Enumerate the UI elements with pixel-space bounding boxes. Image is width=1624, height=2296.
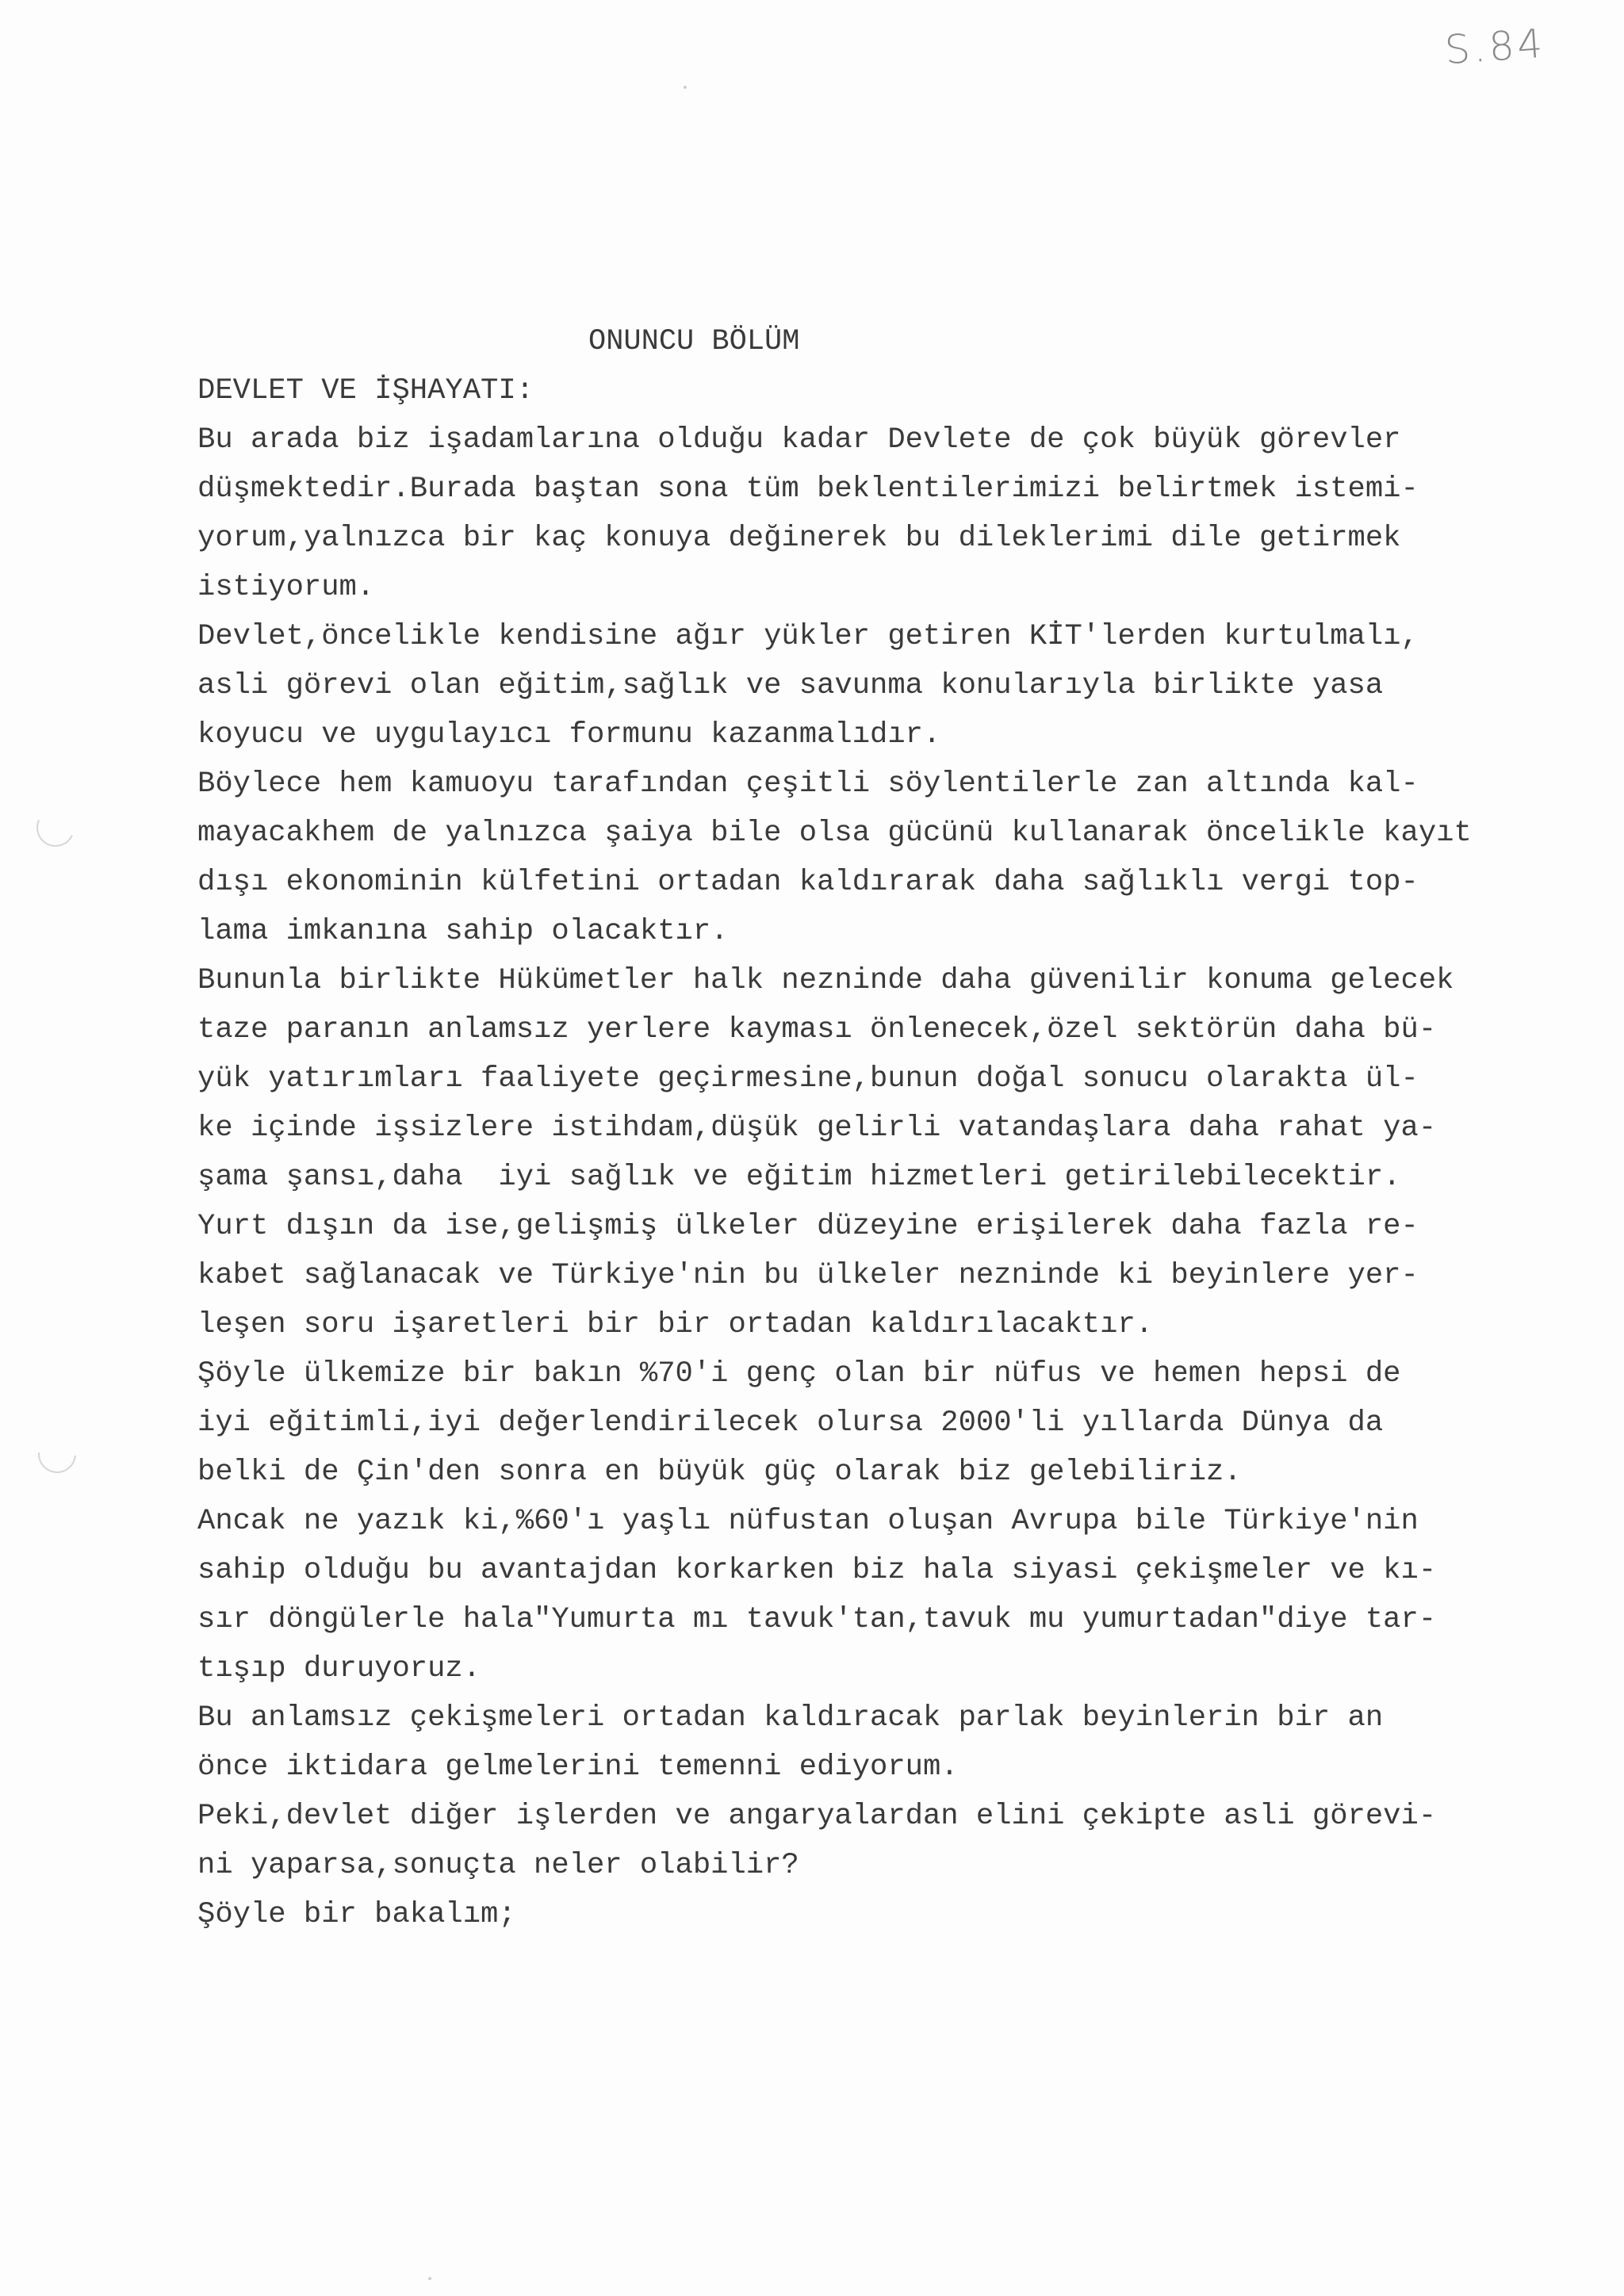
text-line: kabet sağlanacak ve Türkiye'nin bu ülkeler nezninde ki beyinlere yer-: [197, 1259, 1419, 1292]
text-line: ni yaparsa,sonuçta neler olabilir?: [197, 1849, 799, 1882]
handwritten-page-number: S.84: [1443, 20, 1548, 74]
punch-hole-mark: [30, 1427, 84, 1481]
text-line: istiyorum.: [197, 571, 375, 604]
text-line: Devlet,öncelikle kendisine ağır yükler getiren KİT'lerden kurtulmalı,: [197, 620, 1419, 653]
text-line: Şöyle ülkemize bir bakın %70'i genç olan bir nüfus ve hemen hepsi de: [197, 1357, 1401, 1391]
text-line: lama imkanına sahip olacaktır.: [197, 915, 729, 948]
text-line: mayacakhem de yalnızca şaiya bile olsa gücünü kullanarak öncelikle kayıt: [197, 817, 1472, 850]
text-line: sahip olduğu bu avantajdan korkarken biz hala siyasi çekişmeler ve kı-: [197, 1554, 1437, 1587]
text-line: Şöyle bir bakalım;: [197, 1898, 516, 1931]
text-line: leşen soru işaretleri bir bir ortadan kaldırılacaktır.: [197, 1308, 1154, 1341]
section-heading: DEVLET VE İŞHAYATI:: [197, 374, 534, 408]
text-line: düşmektedir.Burada baştan sona tüm beklentilerimizi belirtmek istemi-: [197, 473, 1419, 506]
paper-speck: [428, 2277, 431, 2280]
text-line: belki de Çin'den sonra en büyük güç olarak biz gelebiliriz.: [197, 1456, 1242, 1489]
text-line: tışıp duruyoruz.: [197, 1652, 481, 1686]
chapter-title: ONUNCU BÖLÜM: [588, 325, 800, 358]
text-line: sır döngülerle hala"Yumurta mı tavuk'tan,tavuk mu yumurtadan"diye tar-: [197, 1603, 1437, 1636]
text-line: Bu arada biz işadamlarına olduğu kadar Devlete de çok büyük görevler: [197, 423, 1401, 457]
text-line: Böylece hem kamuoyu tarafından çeşitli söylentilerle zan altında kal-: [197, 767, 1419, 801]
text-line: asli görevi olan eğitim,sağlık ve savunma konularıyla birlikte yasa: [197, 669, 1384, 702]
text-line: yorum,yalnızca bir kaç konuya değinerek bu dileklerimi dile getirmek: [197, 522, 1401, 555]
punch-hole-mark: [31, 803, 80, 852]
text-line: Bu anlamsız çekişmeleri ortadan kaldıracak parlak beyinlerin bir an: [197, 1701, 1384, 1735]
text-line: Bununla birlikte Hükümetler halk nezninde daha güvenilir konuma gelecek: [197, 964, 1454, 997]
text-line: yük yatırımları faaliyete geçirmesine,bunun doğal sonucu olarakta ül-: [197, 1062, 1419, 1096]
text-line: taze paranın anlamsız yerlere kayması önlenecek,özel sektörün daha bü-: [197, 1013, 1437, 1047]
text-line: dışı ekonominin külfetini ortadan kaldırarak daha sağlıklı vergi top-: [197, 866, 1419, 899]
text-line: Peki,devlet diğer işlerden ve angaryalardan elini çekipte asli görevi-: [197, 1800, 1437, 1833]
text-line: ke içinde işsizlere istihdam,düşük gelirli vatandaşlara daha rahat ya-: [197, 1112, 1437, 1145]
text-line: Ancak ne yazık ki,%60'ı yaşlı nüfustan oluşan Avrupa bile Türkiye'nin: [197, 1505, 1419, 1538]
text-line: iyi eğitimli,iyi değerlendirilecek olursa 2000'li yıllarda Dünya da: [197, 1406, 1384, 1440]
text-line: şama şansı,daha iyi sağlık ve eğitim hizmetleri getirilebilecektir.: [197, 1161, 1401, 1194]
text-line: önce iktidara gelmelerini temenni ediyorum.: [197, 1751, 959, 1784]
paper-speck: [684, 86, 687, 89]
body-text: [197, 366, 1617, 1939]
text-line: koyucu ve uygulayıcı formunu kazanmalıdır.: [197, 718, 941, 752]
text-line: Yurt dışın da ise,gelişmiş ülkeler düzeyine erişilerek daha fazla re-: [197, 1210, 1419, 1243]
